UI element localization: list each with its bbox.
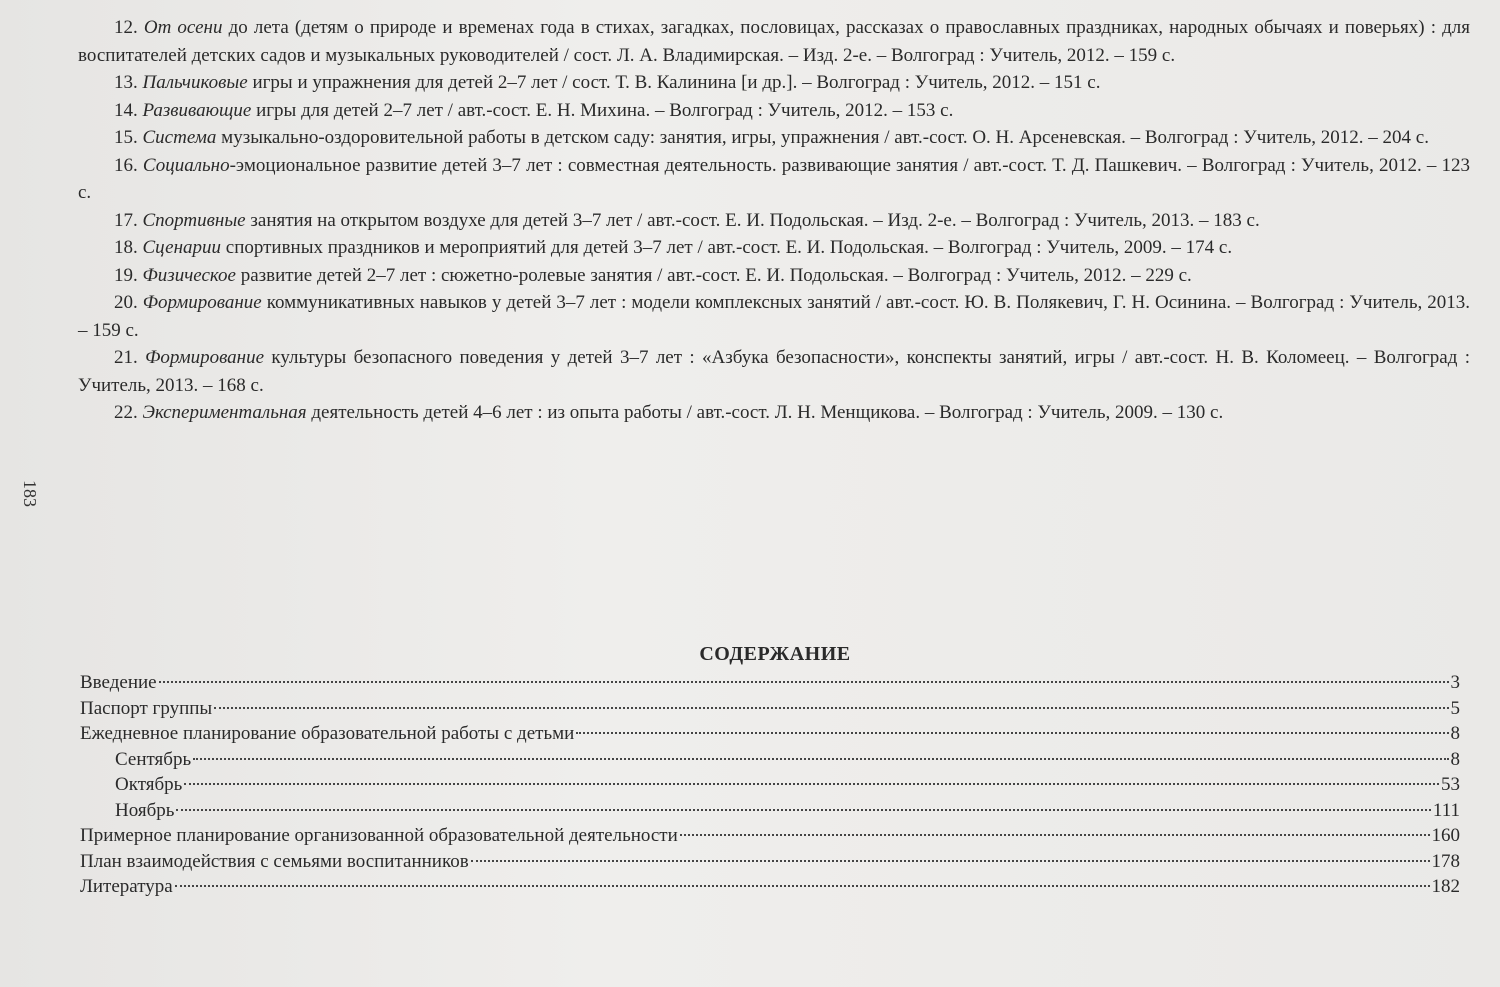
toc-entry-page: 8 xyxy=(1450,723,1460,744)
toc-entry-label: Примерное планирование организованной образовательной деятельности xyxy=(80,825,678,846)
page-number: 183 xyxy=(20,480,40,507)
reference-lead: Формирование xyxy=(145,347,265,368)
reference-lead: Система xyxy=(142,127,217,148)
reference-text: развитие детей 2–7 лет : сюжетно-ролевые занятия / авт.-сост. Е. И. Подольская. – Волгоград : Учитель, 2012. – 229 с. xyxy=(235,264,1192,286)
toc-entry-label: Литература xyxy=(80,876,173,897)
toc-entry-label: Сентябрь xyxy=(115,748,192,770)
reference-lead: Физическое xyxy=(142,264,236,286)
toc-entry-label: Введение xyxy=(80,672,157,693)
toc-entry-page: 111 xyxy=(1432,799,1460,821)
reference-item xyxy=(78,124,1470,152)
toc-leader-dots xyxy=(159,681,1449,683)
toc-entry-page: 53 xyxy=(1441,774,1460,795)
table-of-contents xyxy=(80,670,1460,900)
toc-leader-dots xyxy=(184,783,1439,785)
toc-leader-dots xyxy=(176,809,1430,811)
toc-entry-page: 182 xyxy=(1431,876,1460,897)
reference-item xyxy=(78,289,1470,344)
reference-number: 22. xyxy=(114,402,138,423)
reference-lead: Формирование xyxy=(142,292,262,313)
toc-entry[interactable] xyxy=(80,670,1460,696)
toc-entry-label: Ноябрь xyxy=(115,799,175,821)
toc-entry-label: План взаимодействия с семьями воспитанников xyxy=(80,850,469,872)
reference-text: эмоциональное развитие детей 3–7 лет : совместная деятельность. развивающие занятия / авт.-сост. Т. Д. Пашкевич. – Волгоград : Учитель, 2012. – 123 с. xyxy=(78,154,1471,203)
reference-number: 18. xyxy=(114,237,138,258)
reference-item xyxy=(78,14,1470,69)
reference-number: 12. xyxy=(114,17,138,38)
reference-lead: Развивающие xyxy=(142,99,252,121)
reference-text: деятельность детей 4–6 лет : из опыта работы / авт.-сост. Л. Н. Менщикова. – Волгоград : Учитель, 2009. – 130 с. xyxy=(306,402,1224,423)
reference-text: культуры безопасного поведения у детей 3–7 лет : «Азбука безопасности», конспекты занятий, игры / авт.-сост. Н. В. Коломеец. – Волгоград : Учитель, 2013. – 168 с. xyxy=(78,347,1470,396)
reference-number: 21. xyxy=(114,347,138,368)
toc-entry-page: 160 xyxy=(1431,825,1460,846)
reference-number: 14. xyxy=(114,99,138,121)
toc-entry[interactable] xyxy=(80,696,1460,722)
reference-lead: Спортивные xyxy=(142,209,246,231)
toc-entry[interactable] xyxy=(80,874,1460,900)
toc-entry-page: 5 xyxy=(1450,697,1460,719)
reference-lead: От осени xyxy=(143,17,223,38)
reference-text: коммуникативных навыков у детей 3–7 лет : модели комплексных занятий / авт.-сост. Ю. В. Полякевич, Г. Н. Осинина. – Волгоград : Учитель, 2013. – 159 с. xyxy=(78,292,1471,341)
reference-item xyxy=(78,234,1470,262)
reference-text: музыкально-оздоровительной работы в детском саду: занятия, игры, упражнения / авт.-сост. О. Н. Арсеневская. – Волгоград : Учитель, 2012. – 204 с. xyxy=(216,127,1429,148)
reference-lead: Пальчиковые xyxy=(142,72,248,93)
reference-item xyxy=(78,262,1470,290)
toc-entry-label: Октябрь xyxy=(115,774,183,795)
toc-entry-label: Паспорт группы xyxy=(80,697,213,719)
reference-item xyxy=(78,207,1470,235)
toc-entry[interactable] xyxy=(80,721,1460,747)
toc-entry-page: 3 xyxy=(1450,672,1460,693)
reference-item xyxy=(78,344,1470,399)
toc-entry-page: 8 xyxy=(1450,748,1460,770)
toc-leader-dots xyxy=(680,834,1430,836)
toc-entry-page: 178 xyxy=(1431,850,1460,872)
reference-lead: Сценарии xyxy=(142,237,222,258)
reference-item xyxy=(78,97,1470,125)
toc-leader-dots xyxy=(193,758,1448,760)
reference-number: 17. xyxy=(114,209,138,231)
reference-number: 15. xyxy=(114,127,138,148)
toc-title: СОДЕРЖАНИЕ xyxy=(699,643,851,665)
reference-text: игры и упражнения для детей 2–7 лет / сост. Т. В. Калинина [и др.]. – Волгоград : Учитель, 2012. – 151 с. xyxy=(247,72,1101,93)
reference-text: занятия на открытом воздухе для детей 3–7 лет / авт.-сост. Е. И. Подольская. – Изд. 2-е. – Волгоград : Учитель, 2013. – 183 с. xyxy=(245,209,1260,231)
reference-number: 16. xyxy=(114,154,138,176)
toc-entry[interactable] xyxy=(80,849,1460,875)
toc-leader-dots xyxy=(576,732,1448,734)
toc-subentry[interactable] xyxy=(80,798,1460,824)
reference-text: спортивных праздников и мероприятий для детей 3–7 лет / авт.-сост. Е. И. Подольская. – Волгоград : Учитель, 2009. – 174 с. xyxy=(221,237,1233,258)
reference-item xyxy=(78,399,1470,427)
reference-number: 13. xyxy=(114,72,138,93)
toc-leader-dots xyxy=(471,860,1430,862)
reference-number: 20. xyxy=(114,292,138,313)
toc-leader-dots xyxy=(175,885,1430,887)
toc-leader-dots xyxy=(214,707,1448,709)
toc-subentry[interactable] xyxy=(80,772,1460,798)
reference-text: игры для детей 2–7 лет / авт.-сост. Е. Н. Михина. – Волгоград : Учитель, 2012. – 153 с. xyxy=(251,99,954,121)
reference-lead: Экспериментальная xyxy=(142,402,307,423)
reference-lead: Социально- xyxy=(142,154,236,176)
reference-item xyxy=(78,152,1470,207)
toc-subentry[interactable] xyxy=(80,747,1460,773)
references-list xyxy=(78,14,1470,427)
reference-text: до лета (детям о природе и временах года в стихах, загадках, пословицах, рассказах о православных праздниках, народных обычаях и поверьях) : для воспитателей детских садов и музыкальных руководителей / сост. Л. А. Владимирская. – Изд. 2-е. – Волгоград : Учитель, 2012. – 159 с. xyxy=(78,17,1471,66)
reference-item xyxy=(78,69,1470,97)
toc-entry-label: Ежедневное планирование образовательной работы с детьми xyxy=(80,723,575,744)
toc-entry[interactable] xyxy=(80,823,1460,849)
reference-number: 19. xyxy=(114,264,138,286)
